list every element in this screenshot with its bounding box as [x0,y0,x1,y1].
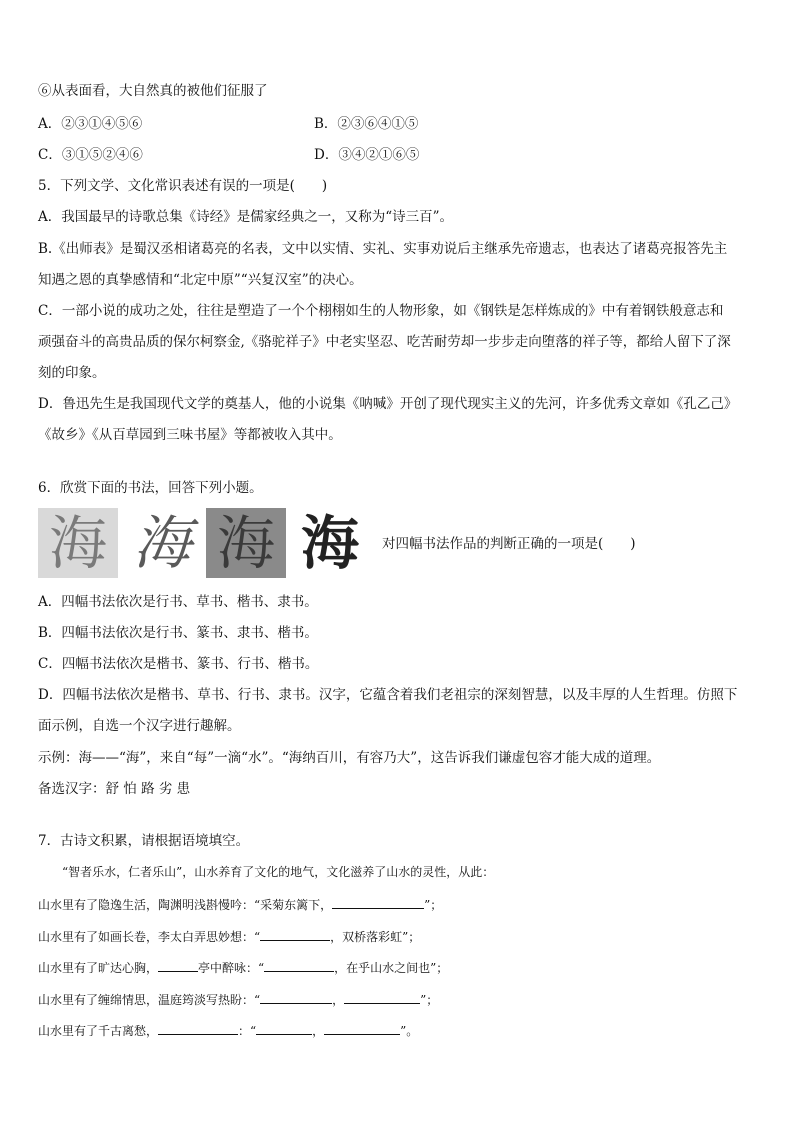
answer-blank[interactable] [158,958,198,972]
q7-e-text: 山水里有了千古离愁， [38,1024,159,1038]
q6-option-a: A．四幅书法依次是行书、草书、楷书、隶书。 [38,594,318,610]
calligraphy-panel-4 [290,508,370,578]
q5-option-a: A．我国最早的诗歌总集《诗经》是儒家经典之一，又称为“诗三百”。 [38,209,454,225]
q7-line-b [38,927,420,946]
answer-blank[interactable] [256,1021,312,1035]
q7-a-end: ”； [424,898,443,912]
q7-b-end: ，双桥落彩虹”； [330,930,421,944]
answer-blank[interactable] [264,958,334,972]
answer-blank[interactable] [260,990,332,1004]
q5-option-d-line2: 《故乡》《从百草园到三味书屋》等都被收入其中。 [38,427,342,443]
answer-blank[interactable] [158,1021,238,1035]
q6-option-b: B．四幅书法依次是行书、篆书、隶书、楷书。 [38,625,318,641]
q7-e-mid2: ， [312,1024,325,1038]
calligraphy-char: 海 [216,509,275,577]
calligraphy-char: 海 [132,509,191,577]
example-text: 示例：海——“海”，来自“每”一滴“水”。“海纳百川，有容乃大”，这告诉我们谦虚包容才能大成的道理。 [38,750,661,766]
q7-d-mid: ， [332,993,345,1007]
q5-option-d-line1: D．鲁迅先生是我国现代文学的奠基人，他的小说集《呐喊》开创了现代现实主义的先河，许多优秀文章如《孔乙己》 [38,396,738,412]
option-d: D．③④②①⑥⑤ [314,147,420,163]
q5-option-c-line3: 刻的印象。 [38,365,106,381]
q5-option-c-line1: C．一部小说的成功之处，往往是塑造了一个个栩栩如生的人物形象，如《钢铁是怎样炼成的》中有着钢铁般意志和 [38,303,724,319]
calligraphy-panel-3 [206,508,286,578]
q7-line-a [38,895,442,914]
q5-option-b-line2: 知遇之恩的真挚感情和“北定中原”“兴复汉室”的决心。 [38,272,363,288]
q7-d-text: 山水里有了缠绵情思，温庭筠淡写热盼：“ [38,993,261,1007]
q7-b-text: 山水里有了如画长卷，李太白弄思妙想：“ [38,930,261,944]
q7-c-text: 山水里有了旷达心胸， [38,961,159,975]
answer-blank[interactable] [332,895,424,909]
line-item-6: ⑥从表面看，大自然真的被他们征服了 [38,83,268,99]
candidate-characters: 备选汉字：舒 怕 路 劣 患 [38,781,191,797]
q7-line-e [38,1021,418,1040]
q5-option-b-line1: B.《出师表》是蜀汉丞相诸葛亮的名表，文中以实情、实礼、实事劝说后主继承先帝遗志，也表达了诸葛亮报答先主 [38,241,728,257]
q6-option-d-line2: 面示例，自选一个汉字进行趣解。 [38,718,241,734]
q7-e-mid1: ：“ [238,1024,257,1038]
option-a: A．②③①④⑤⑥ [38,116,143,132]
q7-c-end: ，在乎山水之间也”； [334,961,449,975]
q7-c-mid: 亭中醉咏：“ [198,961,265,975]
calligraphy-char: 海 [300,509,359,577]
question-6: 6．欣赏下面的书法，回答下列小题。 [38,480,263,496]
calligraphy-panel-1 [38,508,118,578]
answer-blank[interactable] [344,990,420,1004]
q7-a-text: 山水里有了隐逸生活，陶渊明浅斟慢吟：“采菊东篱下， [38,898,333,912]
q7-line-c [38,958,448,977]
q6-option-d-line1: D．四幅书法依次是楷书、草书、行书、隶书。汉字，它蕴含着我们老祖宗的深刻智慧，以及丰厚的人生哲理。仿照下 [38,687,738,703]
calligraphy-char: 海 [48,509,107,577]
option-b: B．②③⑥④①⑤ [314,116,419,132]
question-7: 7．古诗文积累，请根据语境填空。 [38,833,250,849]
q7-e-end: ”。 [400,1024,419,1038]
q7-d-end: ”； [420,993,439,1007]
question-5: 5．下列文学、文化常识表述有误的一项是( ) [38,178,328,194]
q7-intro: “智者乐水，仁者乐山”，山水养育了文化的地气，文化滋养了山水的灵性，从此： [62,865,495,879]
q6-stem: 对四幅书法作品的判断正确的一项是( ) [382,536,636,552]
option-c: C．③①⑤②④⑥ [38,147,143,163]
q7-line-d [38,990,438,1009]
answer-blank[interactable] [324,1021,400,1035]
answer-blank[interactable] [260,927,330,941]
calligraphy-panel-2 [122,508,202,578]
q5-option-c-line2: 顽强奋斗的高贵品质的保尔柯察金,《骆驼祥子》中老实坚忍、吃苦耐劳却一步步走向堕落的祥子等，都给人留下了深 [38,334,731,350]
q6-option-c: C．四幅书法依次是楷书、篆书、行书、楷书。 [38,656,319,672]
